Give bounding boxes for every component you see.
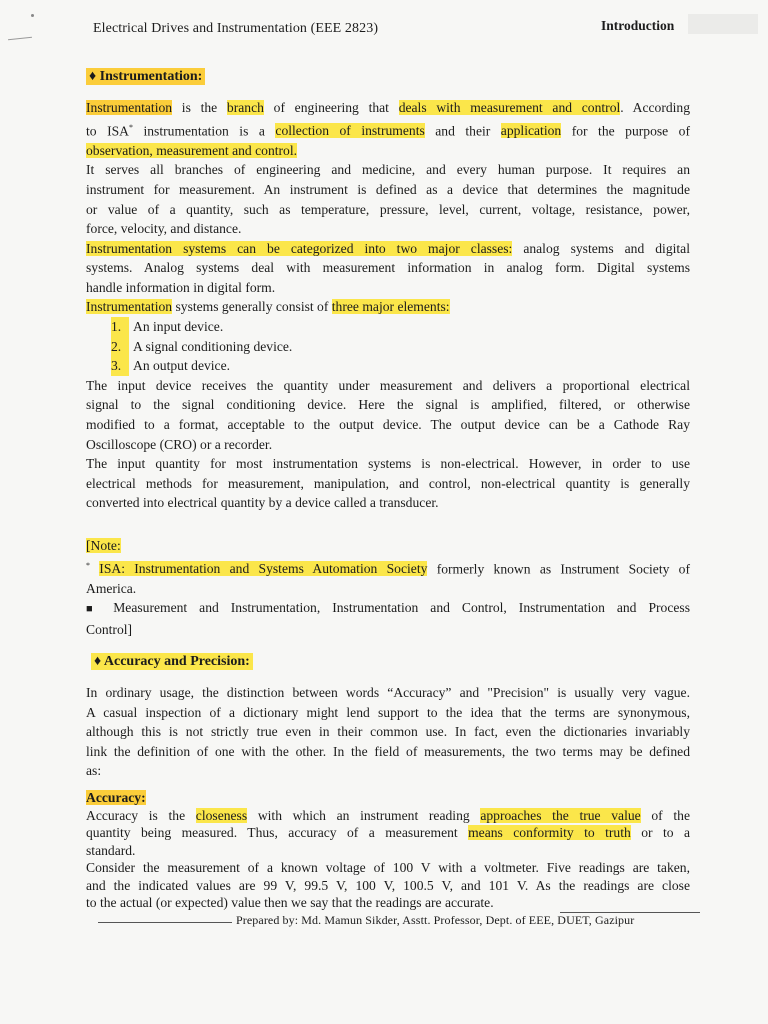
- instrumentation-heading: ♦ Instrumentation:: [86, 69, 205, 85]
- instrumentation-heading-text: Instrumentation:: [99, 69, 203, 84]
- list-item: 3. An output device.: [86, 356, 690, 376]
- ap-line1: In ordinary usage, the distinction between words “Accuracy” and "Precision" is usually very vague.: [86, 685, 690, 700]
- acc-line1: Accuracy is the closeness with which an instrument reading approaches the true value of the: [86, 807, 690, 823]
- note-bullet-line: ■ Measurement and Instrumentation, Instrumentation and Control, Instrumentation and Process: [86, 600, 690, 616]
- note-isa-line: * ISA: Instrumentation and Systems Automation Society formerly known as Instrument Society of: [86, 560, 690, 577]
- example-line3: to the actual (or expected) value then we say that the readings are accurate.: [86, 895, 494, 910]
- list-item: 2. A signal conditioning device.: [86, 337, 690, 357]
- para1-line2: to ISA* instrumentation is a collection of instruments and their application for the purpose of: [86, 122, 691, 139]
- accuracy-precision-heading: ♦ Accuracy and Precision:: [91, 654, 253, 670]
- acc-line3: standard.: [86, 842, 136, 858]
- para1-line3: observation, measurement and control.: [86, 142, 298, 158]
- para5-line3: modified to a format, acceptable to the output device. The output device can be a Cathode Ray: [86, 417, 690, 433]
- para3-line3: handle information in digital form.: [86, 279, 276, 295]
- pen-dot: [31, 14, 34, 17]
- chapter-title: Introduction: [601, 18, 675, 33]
- para6-line1: The input quantity for most instrumentation systems is non-electrical. However, in order to use: [86, 456, 690, 472]
- para2-line3: or value of a quantity, such as temperature, pressure, level, current, voltage, resistance, power,: [86, 201, 690, 217]
- ap-line4: link the definition of one with the other. In the field of measurements, the two terms may be defined: [86, 743, 690, 759]
- para2-line1: It serves all branches of engineering and medicine, and every human purpose. It requires an: [86, 162, 690, 178]
- para3-line1: Instrumentation systems can be categorized into two major classes: analog systems and digital: [86, 240, 690, 256]
- note-bullet-line2: Control]: [86, 621, 133, 637]
- accuracy-definition: [86, 789, 690, 912]
- para6-line2: electrical methods for measurement, manipulation, and control, non-electrical quantity is generally: [86, 475, 690, 491]
- note-isa-line2: America.: [86, 580, 137, 596]
- list-item: 1. An input device.: [86, 317, 690, 337]
- scan-corner-mark: [688, 14, 758, 34]
- para5-line4: Oscilloscope (CRO) or a recorder.: [86, 436, 273, 452]
- para2-line2: instrument for measurement. An instrument is defined as a device that determines the magnitude: [86, 181, 690, 197]
- para4-line: Instrumentation systems generally consist of three major elements:: [86, 299, 450, 315]
- accuracy-label: Accuracy:: [86, 790, 146, 805]
- footer-rule-left: [98, 922, 232, 923]
- note-label: [Note:: [86, 538, 121, 553]
- acc-line2: quantity being measured. Thus, accuracy of a measurement means conformity to truth or to a: [86, 825, 690, 840]
- instrumentation-definition: [86, 98, 690, 513]
- example-line1: Consider the measurement of a known voltage of 100 V with a voltmeter. Five readings are taken,: [86, 860, 690, 875]
- footer-credit: Prepared by: Md. Mamun Sikder, Asstt. Professor, Dept. of EEE, DUET, Gazipur: [236, 913, 635, 927]
- ap-line2: A casual inspection of a dictionary might lend support to the idea that the terms are synonymous,: [86, 704, 690, 720]
- elements-list: [86, 317, 690, 376]
- para2-line4: force, velocity, and distance.: [86, 221, 242, 237]
- ap-line5: as:: [86, 763, 102, 779]
- para5-line1: The input device receives the quantity under measurement and delivers a proportional electrical: [86, 377, 690, 393]
- example-line2: and the indicated values are 99 V, 99.5 V, 100 V, 100.5 V, and 101 V. As the readings are close: [86, 877, 690, 893]
- para3-line2: systems. Analog systems deal with measurement information in analog form. Digital systems: [86, 260, 690, 276]
- para5-line2: signal to the signal conditioning device. Here the signal is amplified, filtered, or otherwise: [86, 397, 690, 413]
- ap-line3: although this is not strictly true even in their common use. In fact, even the dictionaries invariably: [86, 724, 690, 740]
- pen-mark: [8, 37, 32, 41]
- note-block: [86, 536, 690, 640]
- course-title: Electrical Drives and Instrumentation (EEE 2823): [93, 21, 379, 36]
- para1-line1: Instrumentation is the branch of engineering that deals with measurement and control. According: [86, 100, 691, 115]
- accuracy-intro: [86, 683, 690, 781]
- para6-line3: converted into electrical quantity by a device called a transducer.: [86, 495, 439, 511]
